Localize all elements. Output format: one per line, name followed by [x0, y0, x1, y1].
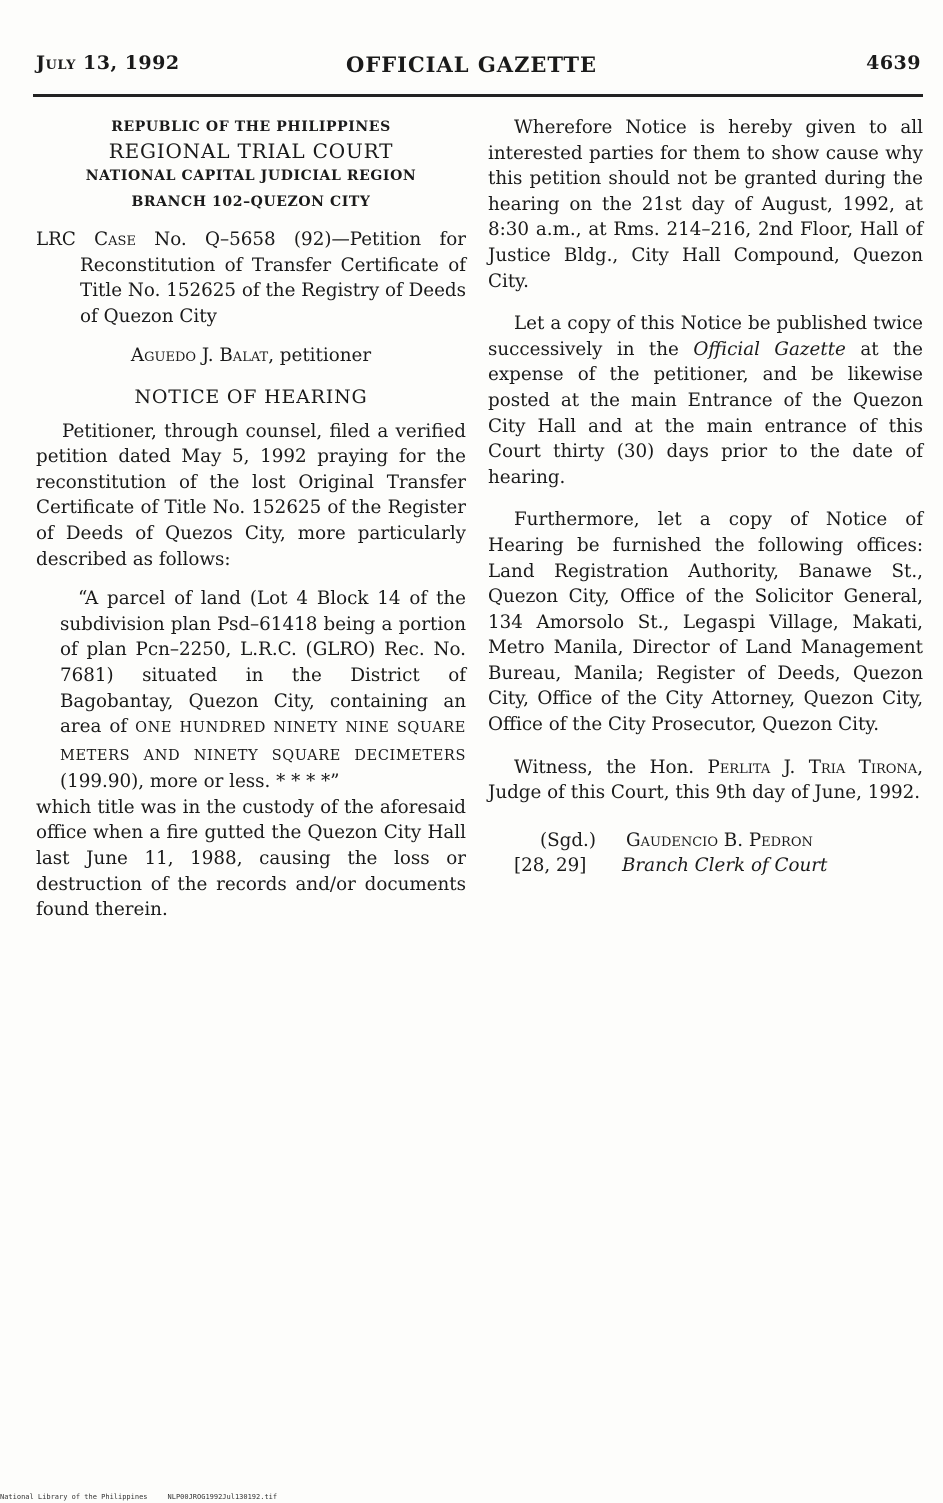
header-date: July 13, 1992 [36, 52, 180, 74]
publication-title: OFFICIAL GAZETTE [346, 52, 597, 77]
petitioner-role: , petitioner [268, 345, 372, 367]
page-number: 4639 [866, 52, 921, 74]
header-rule [33, 94, 923, 97]
quote-part-b: (199.90), more or less. * * * *” [60, 771, 340, 793]
clerk-name: Gaudencio B. Pedron [626, 829, 813, 851]
court-line-republic: REPUBLIC OF THE PHILIPPINES [111, 119, 391, 135]
quote-part-a: “A parcel of land (Lot 4 Block 14 of the subdivision plan Psd–61418 being a portion of plan Pcn–2250, L.R.C. (GLRO) Rec. No. 7681) situated in the District of Bagobantay, Quezon City, containing an area of [60, 588, 466, 738]
gazette-name: Official Gazette [693, 338, 846, 360]
signed-mark: (Sgd.) [540, 829, 597, 851]
clerk-title: Branch Clerk of Court [622, 855, 828, 877]
publication-text-a: Let a copy of this Notice be published twice successively in the [488, 313, 923, 360]
paragraph-petition: Petitioner, through counsel, filed a verified petition dated May 5, 1992 praying for the reconstitution of the lost Original Transfer Certificate of Title No. 152625 of the Register of Deeds of Quezos City, more particularly described as follows: [36, 420, 466, 570]
case-caption [36, 227, 466, 329]
notice-title: NOTICE OF HEARING [134, 385, 368, 408]
paragraph-publication [488, 311, 923, 490]
case-text: No. Q–5658 (92)—Petition for Reconstitution of Transfer Certificate of Title No. 152625 of the Registry of Deeds of Quezon City [80, 229, 466, 327]
court-heading [36, 115, 466, 215]
paragraph-furnish: Furthermore, let a copy of Notice of Hearing be furnished the following offices: Land Registration Authority, Banawe St., Quezon City, Office of the Solicitor General, 134 Amorsolo St., Legaspi Village, Makati, Metro Manila, Director of Land Management Bureau, Manila; Register of Deeds, Quezon City, Office of the City Attorney, Quezon City, Office of the City Prosecutor, Quezon City. [488, 509, 923, 736]
court-line-name: REGIONAL TRIAL COURT [108, 139, 394, 163]
petitioner-name: Aguedo J. Balat [130, 345, 269, 367]
judge-name: Perlita J. Tria Tirona [707, 756, 918, 778]
witness-text-a: Witness, the Hon. [514, 756, 708, 778]
court-line-branch: BRANCH 102–QUEZON CITY [131, 194, 371, 210]
footer-library: National Library of the Philippines [0, 1493, 148, 1501]
petitioner-line [36, 343, 466, 369]
issue-reference: [28, 29] [514, 855, 587, 877]
quote-area-caps: ONE HUNDRED NINETY NINE SQUARE METERS AND NINETY SQUARE DECIMETERS [60, 720, 466, 764]
scan-footer [0, 1493, 297, 1501]
right-column [488, 115, 923, 879]
paragraph-witness [488, 755, 923, 806]
witness-text-b: , Judge of this Court, this 9th day of June, 1992. [488, 756, 923, 804]
paragraph-wherefore: Wherefore Notice is hereby given to all interested parties for them to show cause why this petition should not be granted during the hearing on the 21st day of August, 1992, at 8:30 a.m., at Rms. 214–216, 2nd Floor, Hall of Justice Bldg., City Hall Compound, Quezon City. [488, 117, 923, 292]
paragraph-fire: which title was in the custody of the aforesaid office when a fire gutted the Quezon City Hall last June 11, 1988, causing the loss or destruction of the records and/or documents found therein. [36, 796, 466, 921]
signature-block [488, 828, 923, 879]
court-line-region: NATIONAL CAPITAL JUDICIAL REGION [85, 168, 417, 184]
case-lead: LRC Case [36, 229, 136, 250]
land-description [36, 586, 466, 795]
left-column [36, 115, 466, 923]
footer-filename: NLP00JROG1992Jul130192.tif [167, 1493, 278, 1501]
publication-text-b: at the expense of the petitioner, and be likewise posted at the main Entrance of the Quezon City Hall and at the main entrance of this Court thirty (30) days prior to the date of hearing. [488, 338, 923, 488]
